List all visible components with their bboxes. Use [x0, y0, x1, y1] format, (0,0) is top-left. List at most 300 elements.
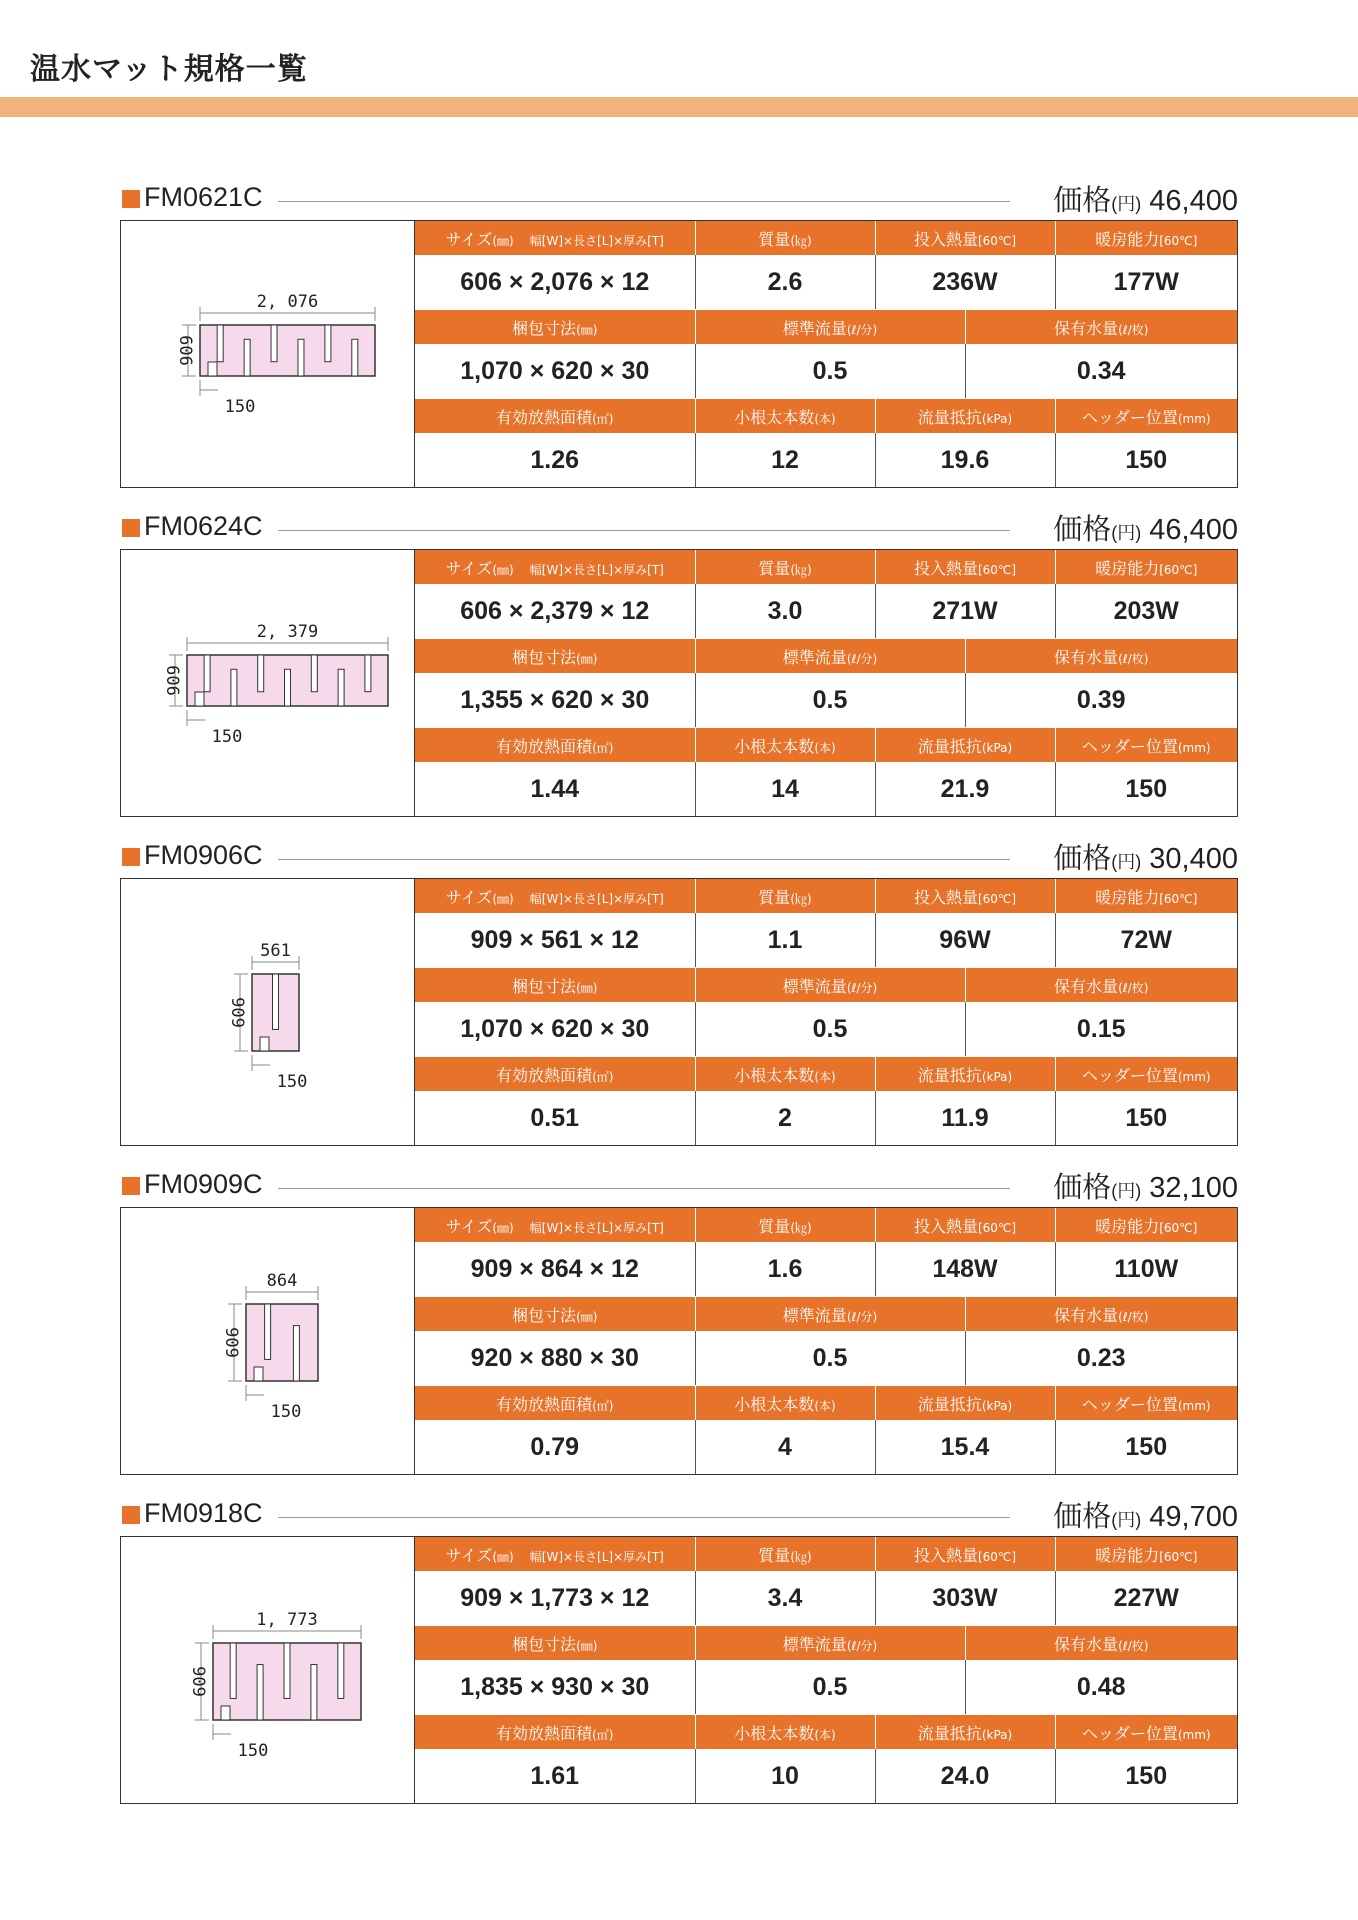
mat-slot — [217, 325, 223, 362]
header-cell-pipes — [695, 1057, 875, 1092]
price-label: 価格 — [1053, 1501, 1112, 1533]
header-cell-area — [415, 728, 695, 763]
price-value: 30,400 — [1149, 843, 1238, 875]
spec-table — [415, 550, 1237, 816]
header-cell-resistance — [875, 1057, 1055, 1092]
mat-slot — [338, 1643, 344, 1698]
value-pipes: 2 — [695, 1091, 875, 1145]
label-area: 有効放熱面積 — [496, 1723, 593, 1743]
mat-slot — [352, 339, 358, 376]
header-cell-size — [415, 550, 695, 584]
header-row — [415, 968, 1237, 1003]
product-header — [120, 509, 1238, 547]
header-cell-package — [415, 310, 695, 345]
mat-body — [200, 325, 375, 376]
mat-slot — [311, 655, 317, 692]
spec-box — [120, 1207, 1238, 1475]
spec-box — [120, 549, 1238, 817]
price-label: 価格 — [1053, 514, 1112, 546]
product-header — [120, 1496, 1238, 1534]
label-mass: 質量 — [758, 1545, 791, 1565]
value-header-pos: 150 — [1055, 1420, 1237, 1474]
value-water: 0.15 — [965, 1002, 1237, 1057]
label-heating-capacity: 暖房能力 — [1095, 1545, 1160, 1565]
value-pipes: 10 — [695, 1749, 875, 1803]
label-resistance-unit: (kPa) — [981, 411, 1013, 426]
label-flow-unit: (ℓ/分) — [846, 322, 878, 337]
label-mass-unit: (㎏) — [790, 562, 812, 577]
label-water-unit: (ℓ/枚) — [1118, 651, 1149, 666]
value-row — [415, 1420, 1237, 1474]
price-unit: (円) — [1111, 852, 1142, 872]
label-pipes: 小根太本数 — [734, 736, 815, 756]
header-row — [415, 399, 1237, 434]
header-cell-flow — [695, 968, 965, 1003]
product-header — [120, 838, 1238, 876]
label-heating-capacity-unit: [60℃] — [1159, 1549, 1198, 1564]
label-pipes: 小根太本数 — [734, 1065, 815, 1085]
label-header-pos: ヘッダー位置 — [1081, 1394, 1178, 1414]
label-mass-unit: (㎏) — [790, 891, 812, 906]
header-cell-package — [415, 639, 695, 674]
label-pipes: 小根太本数 — [734, 1723, 815, 1743]
label-water: 保有水量 — [1054, 1634, 1119, 1654]
label-resistance: 流量抵抗 — [917, 1723, 982, 1743]
mat-slot — [325, 325, 331, 362]
label-water-unit: (ℓ/枚) — [1118, 1638, 1149, 1653]
price-label: 価格 — [1053, 1172, 1112, 1204]
header-cell-heating-capacity — [1055, 1537, 1237, 1571]
label-heat-input: 投入熱量 — [913, 229, 978, 249]
header-cell-area — [415, 1715, 695, 1750]
header-cell-heating-capacity — [1055, 879, 1237, 913]
value-pipes: 4 — [695, 1420, 875, 1474]
label-area: 有効放熱面積 — [496, 736, 593, 756]
header-notch — [221, 1706, 230, 1720]
value-mass: 1.1 — [695, 913, 875, 968]
label-heating-capacity-unit: [60℃] — [1159, 1220, 1198, 1235]
label-pipes-unit: (本) — [814, 740, 836, 755]
header-cell-package — [415, 1297, 695, 1332]
label-header-pos-unit: (mm) — [1177, 1727, 1211, 1742]
label-header-pos: ヘッダー位置 — [1081, 407, 1178, 427]
label-pipes: 小根太本数 — [734, 407, 815, 427]
header-cell-flow — [695, 639, 965, 674]
label-header-pos-unit: (mm) — [1177, 1398, 1211, 1413]
label-size-unit: (㎜) — [492, 562, 514, 577]
product-block — [120, 180, 1238, 500]
value-resistance: 21.9 — [875, 762, 1055, 816]
value-heating-capacity: 203W — [1055, 584, 1237, 639]
spec-table — [415, 221, 1237, 487]
label-area-unit: (㎡) — [592, 1727, 614, 1742]
header-cell-mass — [695, 221, 875, 255]
value-package: 920 × 880 × 30 — [415, 1331, 695, 1386]
length-label: 2, 076 — [256, 292, 319, 312]
value-package: 1,835 × 930 × 30 — [415, 1660, 695, 1715]
label-pipes-unit: (本) — [814, 1727, 836, 1742]
mat-diagram-svg — [121, 1208, 414, 1474]
header-cell-size — [415, 1208, 695, 1242]
label-heat-input: 投入熱量 — [913, 1545, 978, 1565]
product-block — [120, 509, 1238, 829]
label-flow: 標準流量 — [782, 976, 847, 996]
label-size-note: 幅[W]×長さ[L]×厚み[T] — [529, 891, 664, 906]
label-size-note: 幅[W]×長さ[L]×厚み[T] — [529, 562, 664, 577]
label-area-unit: (㎡) — [592, 740, 614, 755]
price-value: 46,400 — [1149, 514, 1238, 546]
value-mass: 1.6 — [695, 1242, 875, 1297]
value-heat-input: 96W — [875, 913, 1055, 968]
label-water: 保有水量 — [1054, 976, 1119, 996]
mat-slot — [311, 1665, 317, 1720]
header-row — [415, 1537, 1237, 1571]
mat-slot — [338, 669, 344, 706]
value-area: 0.79 — [415, 1420, 695, 1474]
product-block — [120, 838, 1238, 1158]
label-heating-capacity-unit: [60℃] — [1159, 562, 1198, 577]
value-resistance: 19.6 — [875, 433, 1055, 487]
label-pipes-unit: (本) — [814, 411, 836, 426]
label-package: 梱包寸法 — [512, 318, 577, 338]
page-title: 温水マット規格一覧 — [30, 52, 308, 87]
value-mass: 2.6 — [695, 255, 875, 310]
mat-slot — [230, 1643, 236, 1698]
label-water: 保有水量 — [1054, 318, 1119, 338]
value-flow: 0.5 — [695, 344, 965, 399]
label-resistance: 流量抵抗 — [917, 1065, 982, 1085]
value-header-pos: 150 — [1055, 1091, 1237, 1145]
header-cell-flow — [695, 1626, 965, 1661]
price — [1053, 178, 1238, 219]
header-cell-mass — [695, 550, 875, 584]
value-row — [415, 762, 1237, 816]
value-size: 606 × 2,379 × 12 — [415, 584, 695, 639]
value-resistance: 24.0 — [875, 1749, 1055, 1803]
label-package-unit: (㎜) — [576, 980, 598, 995]
value-package: 1,070 × 620 × 30 — [415, 344, 695, 399]
mat-slot — [365, 655, 371, 692]
header-cell-pipes — [695, 728, 875, 763]
value-row — [415, 433, 1237, 487]
value-flow: 0.5 — [695, 673, 965, 728]
value-row — [415, 1091, 1237, 1145]
label-water: 保有水量 — [1054, 1305, 1119, 1325]
header-cell-header-pos — [1055, 399, 1237, 434]
label-heat-input-unit: [60℃] — [977, 1220, 1017, 1235]
value-flow: 0.5 — [695, 1331, 965, 1386]
offset-label: 150 — [270, 1402, 302, 1422]
value-resistance: 15.4 — [875, 1420, 1055, 1474]
price — [1053, 1494, 1238, 1535]
value-heating-capacity: 72W — [1055, 913, 1237, 968]
header-row — [415, 1386, 1237, 1421]
value-row — [415, 344, 1237, 399]
price-unit: (円) — [1111, 1181, 1142, 1201]
value-area: 1.44 — [415, 762, 695, 816]
label-flow: 標準流量 — [782, 647, 847, 667]
label-size-unit: (㎜) — [492, 1220, 514, 1235]
label-water: 保有水量 — [1054, 647, 1119, 667]
mat-diagram — [121, 1537, 415, 1803]
label-heating-capacity: 暖房能力 — [1095, 229, 1160, 249]
label-flow-unit: (ℓ/分) — [846, 1309, 878, 1324]
label-resistance-unit: (kPa) — [981, 1727, 1013, 1742]
header-divider — [278, 1188, 1010, 1189]
value-size: 909 × 1,773 × 12 — [415, 1571, 695, 1626]
price-value: 32,100 — [1149, 1172, 1238, 1204]
offset-label: 150 — [224, 397, 256, 417]
bullet-square-icon — [122, 190, 140, 208]
header-cell-resistance — [875, 1386, 1055, 1421]
label-header-pos-unit: (mm) — [1177, 1069, 1211, 1084]
length-label: 561 — [260, 941, 291, 961]
label-header-pos: ヘッダー位置 — [1081, 1065, 1178, 1085]
header-cell-water — [965, 1626, 1237, 1661]
header-notch — [260, 1037, 269, 1051]
header-divider — [278, 859, 1010, 860]
spec-box — [120, 878, 1238, 1146]
width-label: 606 — [175, 335, 195, 366]
price-unit: (円) — [1111, 194, 1142, 214]
product-header — [120, 180, 1238, 218]
value-heating-capacity: 110W — [1055, 1242, 1237, 1297]
mat-slot — [257, 1665, 263, 1720]
spec-box — [120, 220, 1238, 488]
mat-diagram — [121, 879, 415, 1145]
label-area-unit: (㎡) — [592, 1398, 614, 1413]
label-heat-input: 投入熱量 — [913, 887, 978, 907]
value-water: 0.48 — [965, 1660, 1237, 1715]
spec-table — [415, 879, 1237, 1145]
label-mass-unit: (㎏) — [790, 1549, 812, 1564]
value-area: 1.26 — [415, 433, 695, 487]
bullet-square-icon — [122, 1506, 140, 1524]
label-heat-input-unit: [60℃] — [977, 233, 1017, 248]
value-heat-input: 271W — [875, 584, 1055, 639]
header-row — [415, 1715, 1237, 1750]
label-water-unit: (ℓ/枚) — [1118, 1309, 1149, 1324]
label-heat-input-unit: [60℃] — [977, 562, 1017, 577]
label-mass-unit: (㎏) — [790, 1220, 812, 1235]
header-cell-area — [415, 1057, 695, 1092]
header-row — [415, 221, 1237, 255]
header-cell-package — [415, 1626, 695, 1661]
header-row — [415, 310, 1237, 345]
header-cell-resistance — [875, 399, 1055, 434]
price-value: 46,400 — [1149, 185, 1238, 217]
value-heat-input: 148W — [875, 1242, 1055, 1297]
label-resistance-unit: (kPa) — [981, 1398, 1013, 1413]
value-size: 606 × 2,076 × 12 — [415, 255, 695, 310]
header-cell-heat-input — [875, 1208, 1055, 1242]
product-block — [120, 1167, 1238, 1487]
value-row — [415, 1002, 1237, 1057]
label-header-pos: ヘッダー位置 — [1081, 736, 1178, 756]
value-row — [415, 913, 1237, 968]
header-cell-pipes — [695, 1715, 875, 1750]
label-mass: 質量 — [758, 558, 791, 578]
value-package: 1,070 × 620 × 30 — [415, 1002, 695, 1057]
value-resistance: 11.9 — [875, 1091, 1055, 1145]
label-area-unit: (㎡) — [592, 411, 614, 426]
value-header-pos: 150 — [1055, 1749, 1237, 1803]
label-package: 梱包寸法 — [512, 976, 577, 996]
value-water: 0.39 — [965, 673, 1237, 728]
label-pipes: 小根太本数 — [734, 1394, 815, 1414]
mat-slot — [273, 974, 279, 1029]
value-heat-input: 303W — [875, 1571, 1055, 1626]
header-divider — [278, 201, 1010, 202]
mat-diagram-svg — [121, 221, 414, 487]
header-row — [415, 879, 1237, 913]
value-row — [415, 673, 1237, 728]
header-cell-size — [415, 221, 695, 255]
header-cell-mass — [695, 1537, 875, 1571]
header-row — [415, 1297, 1237, 1332]
length-label: 864 — [266, 1271, 298, 1291]
header-cell-size — [415, 1537, 695, 1571]
label-size: サイズ — [445, 558, 493, 578]
label-package-unit: (㎜) — [576, 322, 598, 337]
mat-slot — [298, 339, 304, 376]
value-row — [415, 1571, 1237, 1626]
price-value: 49,700 — [1149, 1501, 1238, 1533]
label-mass: 質量 — [758, 229, 791, 249]
label-heating-capacity: 暖房能力 — [1095, 558, 1160, 578]
header-cell-heat-input — [875, 550, 1055, 584]
mat-slot — [284, 1643, 290, 1698]
label-header-pos-unit: (mm) — [1177, 740, 1211, 755]
mat-diagram-svg — [121, 879, 414, 1145]
value-package: 1,355 × 620 × 30 — [415, 673, 695, 728]
label-area-unit: (㎡) — [592, 1069, 614, 1084]
label-area: 有効放熱面積 — [496, 1065, 593, 1085]
spec-table — [415, 1537, 1237, 1803]
mat-slot — [265, 1304, 271, 1359]
width-label: 606 — [162, 665, 182, 696]
title-accent-bar — [0, 97, 1358, 117]
mat-slot — [258, 655, 264, 692]
offset-label: 150 — [211, 727, 243, 747]
mat-slot — [293, 1326, 299, 1381]
value-water: 0.34 — [965, 344, 1237, 399]
offset-label: 150 — [276, 1072, 308, 1092]
price — [1053, 1165, 1238, 1206]
label-size-note: 幅[W]×長さ[L]×厚み[T] — [529, 233, 664, 248]
header-cell-heat-input — [875, 1537, 1055, 1571]
label-package-unit: (㎜) — [576, 1638, 598, 1653]
label-heating-capacity-unit: [60℃] — [1159, 891, 1198, 906]
label-heat-input: 投入熱量 — [913, 558, 978, 578]
header-cell-heating-capacity — [1055, 1208, 1237, 1242]
label-size-note: 幅[W]×長さ[L]×厚み[T] — [529, 1549, 664, 1564]
price — [1053, 507, 1238, 548]
header-cell-area — [415, 1386, 695, 1421]
value-row — [415, 584, 1237, 639]
value-area: 1.61 — [415, 1749, 695, 1803]
value-flow: 0.5 — [695, 1660, 965, 1715]
value-header-pos: 150 — [1055, 433, 1237, 487]
header-cell-resistance — [875, 728, 1055, 763]
value-mass: 3.4 — [695, 1571, 875, 1626]
header-cell-mass — [695, 1208, 875, 1242]
header-cell-header-pos — [1055, 728, 1237, 763]
header-divider — [278, 530, 1010, 531]
value-size: 909 × 864 × 12 — [415, 1242, 695, 1297]
price-label: 価格 — [1053, 185, 1112, 217]
spec-box — [120, 1536, 1238, 1804]
label-resistance-unit: (kPa) — [981, 1069, 1013, 1084]
mat-slot — [244, 339, 250, 376]
model-name: FM0906C — [144, 840, 263, 870]
header-row — [415, 1208, 1237, 1242]
header-cell-pipes — [695, 399, 875, 434]
header-row — [415, 550, 1237, 584]
label-header-pos-unit: (mm) — [1177, 411, 1211, 426]
bullet-square-icon — [122, 519, 140, 537]
label-pipes-unit: (本) — [814, 1069, 836, 1084]
header-notch — [195, 692, 204, 706]
header-cell-header-pos — [1055, 1715, 1237, 1750]
price — [1053, 836, 1238, 877]
mat-slot — [231, 669, 237, 706]
value-row — [415, 1242, 1237, 1297]
mat-diagram — [121, 550, 415, 816]
header-cell-flow — [695, 1297, 965, 1332]
label-header-pos: ヘッダー位置 — [1081, 1723, 1178, 1743]
value-row — [415, 255, 1237, 310]
header-cell-heating-capacity — [1055, 221, 1237, 255]
label-size: サイズ — [445, 1545, 493, 1565]
label-resistance: 流量抵抗 — [917, 1394, 982, 1414]
label-flow: 標準流量 — [782, 1305, 847, 1325]
header-notch — [254, 1367, 263, 1381]
label-package: 梱包寸法 — [512, 647, 577, 667]
width-label: 909 — [188, 1666, 208, 1697]
label-flow-unit: (ℓ/分) — [846, 1638, 878, 1653]
model-name: FM0918C — [144, 1498, 263, 1528]
label-size-note: 幅[W]×長さ[L]×厚み[T] — [529, 1220, 664, 1235]
header-cell-water — [965, 310, 1237, 345]
label-size-unit: (㎜) — [492, 891, 514, 906]
mat-diagram-svg — [121, 550, 414, 816]
value-row — [415, 1660, 1237, 1715]
label-water-unit: (ℓ/枚) — [1118, 980, 1149, 995]
value-size: 909 × 561 × 12 — [415, 913, 695, 968]
label-area: 有効放熱面積 — [496, 1394, 593, 1414]
label-mass-unit: (㎏) — [790, 233, 812, 248]
width-label: 909 — [227, 997, 247, 1028]
value-row — [415, 1749, 1237, 1803]
value-mass: 3.0 — [695, 584, 875, 639]
value-heat-input: 236W — [875, 255, 1055, 310]
label-mass: 質量 — [758, 887, 791, 907]
value-pipes: 14 — [695, 762, 875, 816]
label-package: 梱包寸法 — [512, 1305, 577, 1325]
value-row — [415, 1331, 1237, 1386]
mat-slot — [271, 325, 277, 362]
label-resistance: 流量抵抗 — [917, 736, 982, 756]
length-label: 2, 379 — [256, 622, 319, 642]
header-cell-header-pos — [1055, 1386, 1237, 1421]
label-area: 有効放熱面積 — [496, 407, 593, 427]
value-flow: 0.5 — [695, 1002, 965, 1057]
header-cell-heat-input — [875, 221, 1055, 255]
header-cell-heating-capacity — [1055, 550, 1237, 584]
mat-diagram-svg — [121, 1537, 414, 1803]
model-name: FM0621C — [144, 182, 263, 212]
